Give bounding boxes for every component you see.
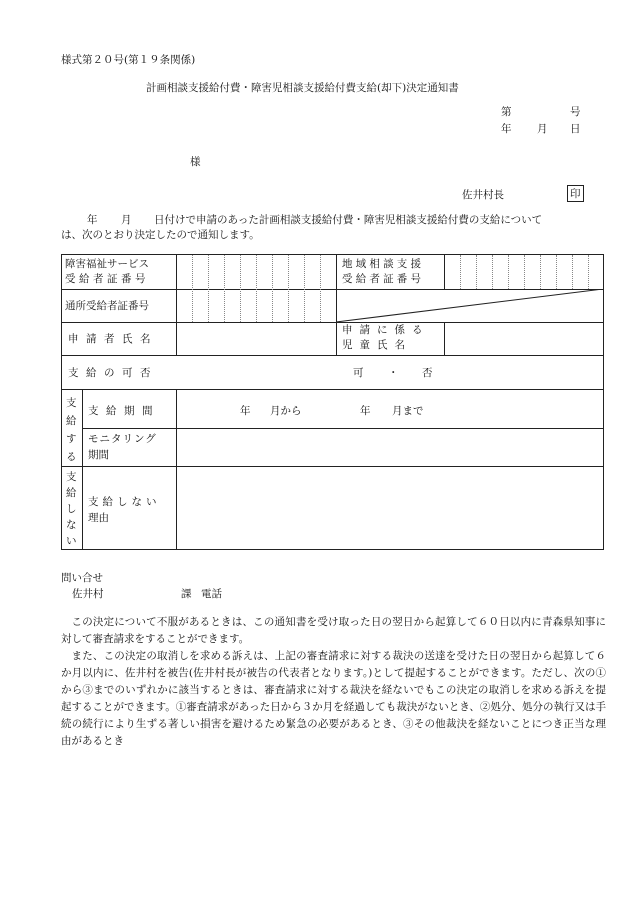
contact-heading: 問い合せ xyxy=(61,572,103,584)
sender-name: 佐井村長 xyxy=(462,189,504,201)
deny-group-label: 支 給 し な い xyxy=(66,471,77,547)
period-label: 支給期間 xyxy=(88,405,160,417)
document-title: 計画相談支援給付費・障害児相談支援給付費支給(却下)決定通知書 xyxy=(146,82,459,94)
notice-paragraph-2: また、この決定の取消しを求める訴えは、上記の審査請求に対する裁決の送達を受けた日の翌日から起算して６か月以内に、佐井村を被告(佐井村長が被告の代表者となります。)として提起することができます。ただし、次の①から③までのいずれかに該当するときは、審査請求に対する裁決を経ないでもこの決定の取消しを求める訴えを提起することができます。①審査請求があった日から３か月を経過しても裁決がないとき、②処分、処分の執行又は手続の続行により生ずる著しい損害を避けるため緊急の必要があるとき、③その他裁決を経ないことにつき正当な理由があるとき xyxy=(61,650,606,747)
seal-mark: 印 xyxy=(567,185,584,202)
decision-table xyxy=(61,254,604,550)
approval-dot: ・ xyxy=(388,367,399,379)
child-name-label: 申請に係る 児童氏名 xyxy=(342,324,430,351)
approval-yes: 可 xyxy=(353,367,364,379)
date-day: 日 xyxy=(570,123,581,135)
date-month: 月 xyxy=(537,123,548,135)
contact-section: 課 xyxy=(181,588,192,600)
notice-paragraph-1: この決定について不服があるときは、この通知書を受け取った日の翌日から起算して６０日以内に青森県知事に対して審査請求をすることができます。 xyxy=(61,616,606,645)
period-to-year: 年 xyxy=(360,405,371,417)
doc-number-suffix: 号 xyxy=(570,106,581,118)
intro-month: 月 xyxy=(121,214,132,226)
contact-phone: 電話 xyxy=(201,588,222,600)
intro-text: 日付けで申請のあった計画相談支援給付費・障害児相談支援給付費の支給について xyxy=(154,214,543,226)
contact-village: 佐井村 xyxy=(72,588,104,600)
date-year: 年 xyxy=(501,123,512,135)
approval-label: 支給の可否 xyxy=(68,367,158,379)
intro-year: 年 xyxy=(87,214,98,226)
community-certificate-label: 地域相談支援 受給者証番号 xyxy=(342,258,425,285)
cross-out-line xyxy=(336,289,603,322)
monitoring-label: モニタリング 期間 xyxy=(88,433,157,461)
intro-text-line2: は、次のとおり決定したので通知します。 xyxy=(61,229,260,241)
period-from-year: 年 xyxy=(240,405,251,417)
day-service-certificate-label: 通所受給者証番号 xyxy=(65,300,149,312)
deny-reason-label: 支給しない 理由 xyxy=(88,496,161,524)
period-from-month: 月から xyxy=(270,405,302,417)
approval-no: 否 xyxy=(422,367,433,379)
applicant-name-label: 申請者氏名 xyxy=(68,333,158,345)
grant-group-label: 支 給 す る xyxy=(66,397,77,463)
form-number: 様式第２０号(第１９条関係) xyxy=(61,54,196,66)
doc-number-prefix: 第 xyxy=(501,106,512,118)
welfare-certificate-label: 障害福祉サービス 受給者証番号 xyxy=(65,258,149,285)
addressee-suffix: 様 xyxy=(190,156,201,168)
period-to-month: 月まで xyxy=(392,405,424,417)
